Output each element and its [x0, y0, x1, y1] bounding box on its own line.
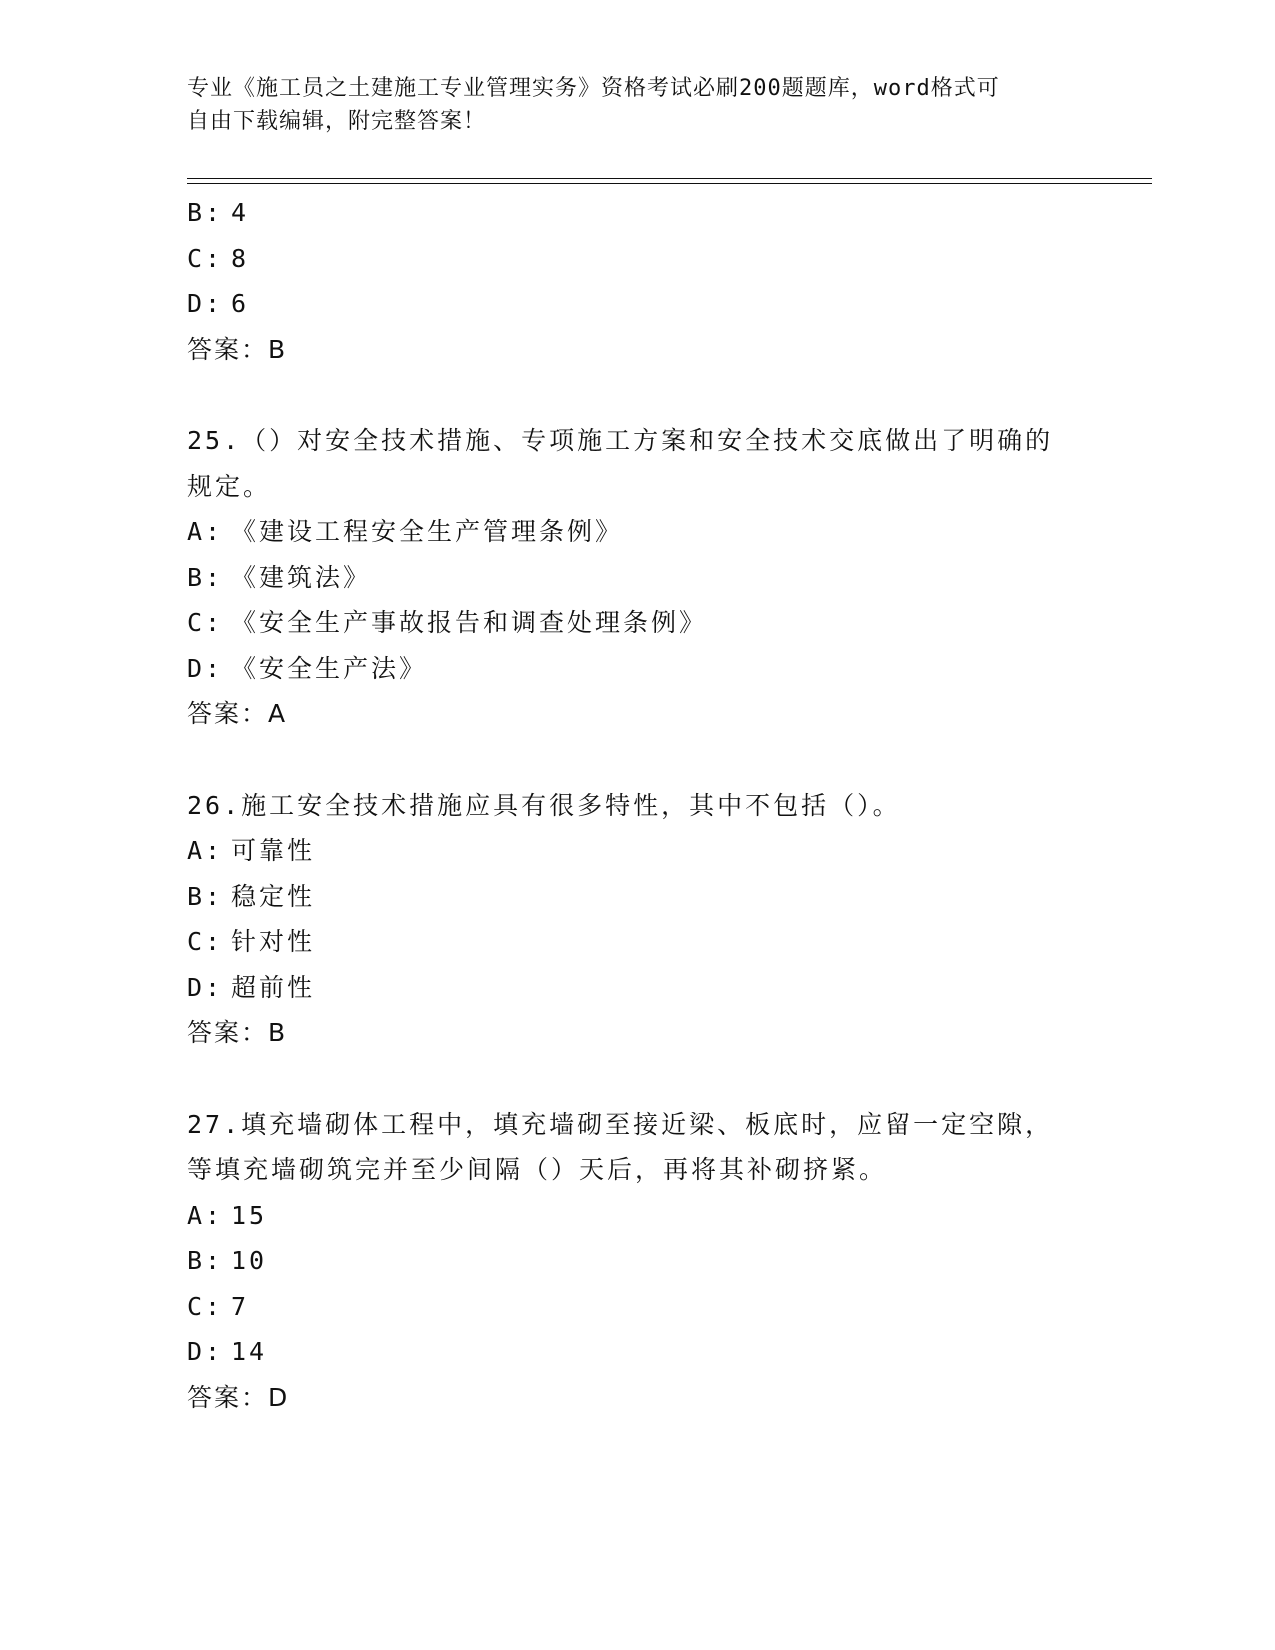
option-text: 7 — [231, 1291, 250, 1321]
header-title-line-2: 自由下载编辑，附完整答案！ — [187, 109, 487, 134]
answer-line: 答案：D — [187, 1382, 290, 1412]
option-c — [187, 1284, 1087, 1330]
option-label: C: — [187, 608, 224, 637]
option-d — [187, 965, 1087, 1011]
answer-line: 答案：B — [187, 334, 288, 364]
option-b — [187, 1238, 1087, 1284]
option-label: B: — [187, 562, 224, 592]
option-text: 可靠性 — [231, 836, 316, 865]
question-24-continued — [187, 190, 1087, 372]
option-d — [187, 646, 1087, 692]
spacer — [187, 372, 1087, 418]
header-divider-top — [187, 178, 1152, 179]
option-c — [187, 600, 1087, 646]
option-text: 《安全生产事故报告和调查处理条例》 — [231, 608, 708, 637]
option-d — [187, 281, 1087, 327]
question-25 — [187, 418, 1087, 737]
option-label: B: — [187, 1246, 224, 1275]
option-b — [187, 190, 1087, 236]
question-stem-line: 25.（）对安全技术措施、专项施工方案和安全技术交底做出了明确的 — [187, 426, 1054, 455]
option-text: 超前性 — [231, 972, 316, 1002]
header-title-line-1: 专业《施工员之土建施工专业管理实务》资格考试必刷200题题库，word格式可 — [187, 76, 1000, 101]
question-27 — [187, 1102, 1087, 1421]
option-text: 《建筑法》 — [231, 562, 372, 592]
spacer — [187, 1056, 1087, 1102]
option-text: 8 — [231, 243, 250, 273]
answer-line: 答案：A — [187, 699, 288, 728]
option-text: 《安全生产法》 — [231, 653, 428, 683]
question-stem-line: 等填充墙砌筑完并至少间隔（）天后，再将其补砌挤紧。 — [187, 1155, 888, 1184]
option-label: C: — [187, 927, 224, 956]
option-label: B: — [187, 881, 224, 911]
answer-line: 答案：B — [187, 1018, 288, 1047]
option-label: C: — [187, 243, 224, 273]
option-label: A: — [187, 836, 224, 865]
option-a — [187, 509, 1087, 555]
option-d — [187, 1329, 1087, 1375]
option-text: 6 — [231, 289, 250, 318]
question-stem-line: 27.填充墙砌体工程中，填充墙砌至接近梁、板底时，应留一定空隙， — [187, 1109, 1054, 1139]
option-a — [187, 828, 1087, 874]
question-stem-line: 26.施工安全技术措施应具有很多特性，其中不包括（）。 — [187, 790, 901, 820]
option-text: 稳定性 — [231, 881, 316, 911]
question-26 — [187, 783, 1087, 1056]
option-label: C: — [187, 1291, 224, 1321]
question-stem-line: 规定。 — [187, 471, 272, 501]
option-c — [187, 236, 1087, 282]
option-label: A: — [187, 517, 224, 546]
spacer — [187, 737, 1087, 783]
header-divider-bottom — [187, 183, 1152, 184]
page-header — [187, 72, 1067, 138]
option-text: 针对性 — [231, 927, 316, 956]
option-c — [187, 919, 1087, 965]
option-text: 15 — [231, 1200, 268, 1230]
option-text: 14 — [231, 1337, 268, 1366]
option-a — [187, 1193, 1087, 1239]
option-b — [187, 555, 1087, 601]
option-b — [187, 874, 1087, 920]
option-label: D: — [187, 972, 224, 1002]
question-list — [187, 190, 1087, 1420]
option-label: D: — [187, 289, 224, 318]
option-text: 4 — [231, 198, 250, 227]
option-label: A: — [187, 1200, 224, 1230]
option-text: 10 — [231, 1246, 268, 1275]
option-label: B: — [187, 198, 224, 227]
option-label: D: — [187, 653, 224, 683]
option-label: D: — [187, 1337, 224, 1366]
option-text: 《建设工程安全生产管理条例》 — [231, 517, 624, 546]
